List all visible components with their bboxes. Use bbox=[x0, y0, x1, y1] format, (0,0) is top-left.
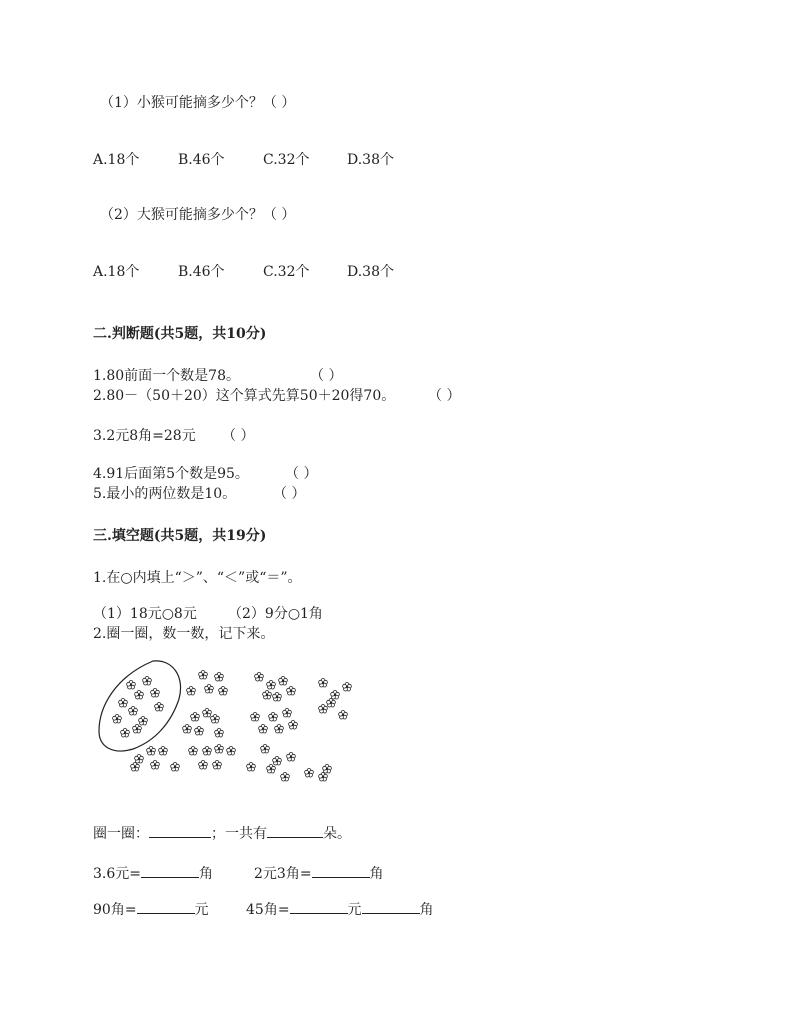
fill-q3-line-2 bbox=[93, 899, 209, 919]
circle-blank[interactable] bbox=[149, 823, 211, 838]
conv-d-blank-2[interactable] bbox=[362, 899, 420, 914]
q2-option-d: D.38个 bbox=[347, 264, 394, 280]
flower-icon bbox=[191, 713, 200, 722]
section2-heading: 二.判断题(共5题，共10分) bbox=[93, 326, 267, 342]
q1-option-c: C.32个 bbox=[263, 152, 310, 168]
flower-icon bbox=[189, 747, 198, 756]
q2-option-c: C.32个 bbox=[263, 264, 310, 280]
flower-icon bbox=[199, 761, 208, 770]
flower-icon bbox=[279, 677, 288, 686]
flower-icon bbox=[171, 763, 180, 772]
judge-item-1: 1.80前面一个数是78。 bbox=[93, 368, 240, 384]
flower-icon bbox=[281, 773, 290, 782]
q1-option-b: B.46个 bbox=[178, 152, 225, 168]
flower-icon bbox=[259, 725, 268, 734]
flower-icon bbox=[187, 687, 196, 696]
judge-item-3: 3.2元8角=28元 bbox=[93, 428, 196, 444]
fill-q1-part2: （2）9分○1角 bbox=[228, 606, 323, 622]
judge-item-2: 2.80－（50＋20）这个算式先算50＋20得70。 bbox=[93, 388, 396, 404]
conv-a-label: 3.6元= bbox=[93, 866, 141, 882]
flower-icon bbox=[159, 747, 168, 756]
flower-icon bbox=[155, 703, 164, 712]
fill-q2-prompt: 2.圈一圈，数一数，记下来。 bbox=[93, 626, 275, 642]
conv-c-blank[interactable] bbox=[137, 899, 195, 914]
judge-item-4: 4.91后面第5个数是95。 bbox=[93, 466, 249, 482]
total-unit: 朵。 bbox=[323, 826, 351, 842]
flower-icon bbox=[215, 745, 224, 754]
circle-label: 圈一圈： bbox=[93, 826, 149, 842]
fill-q2-answer-line bbox=[93, 823, 351, 843]
flower-icon bbox=[251, 713, 260, 722]
conv-d-blank-1[interactable] bbox=[290, 899, 348, 914]
flower-cluster-picture bbox=[95, 655, 370, 790]
flower-icon bbox=[213, 761, 222, 770]
conv-a-blank[interactable] bbox=[141, 863, 199, 878]
flower-icon bbox=[143, 677, 152, 686]
flower-icon bbox=[339, 711, 348, 720]
q1-prompt: （1）小猴可能摘多少个？（ ） bbox=[100, 95, 296, 111]
total-blank[interactable] bbox=[267, 823, 323, 838]
flower-icon bbox=[127, 681, 136, 690]
flower-icon bbox=[199, 671, 208, 680]
conv-d-unit-1: 元 bbox=[347, 902, 362, 918]
conv-d-label: 45角= bbox=[246, 902, 290, 918]
flower-icon bbox=[289, 721, 298, 730]
flower-icon bbox=[227, 747, 236, 756]
flower-icon bbox=[147, 747, 156, 756]
conv-b-label: 2元3角= bbox=[254, 866, 312, 882]
judge-bracket-3[interactable]: （ ） bbox=[222, 428, 255, 444]
flower-icon bbox=[215, 729, 224, 738]
q2-option-a: A.18个 bbox=[93, 264, 140, 280]
circled-group-outline bbox=[99, 661, 181, 751]
conv-d-unit-2: 角 bbox=[419, 902, 434, 918]
q1-option-a: A.18个 bbox=[93, 152, 140, 168]
flower-icon bbox=[203, 747, 212, 756]
flower-icon bbox=[119, 699, 128, 708]
flower-icon bbox=[135, 691, 144, 700]
judge-bracket-5[interactable]: （ ） bbox=[273, 486, 306, 502]
fill-q1-part1: （1）18元○8元 bbox=[93, 606, 197, 622]
fill-q3-line-1b bbox=[254, 863, 384, 883]
conv-a-unit: 角 bbox=[199, 866, 213, 882]
flower-icon bbox=[205, 685, 214, 694]
flower-icon bbox=[255, 673, 264, 682]
flower-icon bbox=[139, 717, 148, 726]
flower-icon bbox=[269, 713, 278, 722]
fill-q3-line-1 bbox=[93, 863, 213, 883]
flower-icon bbox=[129, 707, 138, 716]
flower-icon bbox=[287, 687, 296, 696]
judge-bracket-1[interactable]: （ ） bbox=[310, 368, 343, 384]
flower-icon bbox=[319, 705, 328, 714]
q2-option-b: B.46个 bbox=[178, 264, 225, 280]
flower-icon bbox=[131, 763, 140, 772]
fill-q1-prompt: 1.在○内填上“＞”、“＜”或“＝”。 bbox=[93, 570, 302, 586]
flower-icon bbox=[151, 761, 160, 770]
flower-icon bbox=[273, 757, 282, 766]
flower-icon bbox=[121, 729, 130, 738]
conv-c-label: 90角= bbox=[93, 902, 137, 918]
section3-heading: 三.填空题(共5题，共19分) bbox=[93, 528, 267, 544]
flower-icon bbox=[273, 693, 282, 702]
flower-icon bbox=[113, 715, 122, 724]
flower-icon bbox=[305, 769, 314, 778]
flower-icon bbox=[275, 725, 284, 734]
fill-q3-line-2b bbox=[246, 899, 434, 919]
conv-b-blank[interactable] bbox=[312, 863, 370, 878]
flower-icon bbox=[283, 709, 292, 718]
flower-icon bbox=[319, 679, 328, 688]
flower-icon bbox=[261, 745, 270, 754]
flower-icon bbox=[195, 727, 204, 736]
flower-icon bbox=[215, 673, 224, 682]
flower-icon bbox=[219, 687, 228, 696]
flower-icon bbox=[319, 773, 328, 782]
judge-bracket-4[interactable]: （ ） bbox=[285, 466, 318, 482]
flower-icon bbox=[323, 765, 332, 774]
flower-icon bbox=[267, 765, 276, 774]
flower-icon bbox=[263, 691, 272, 700]
flower-icon bbox=[151, 689, 160, 698]
flower-icon bbox=[183, 725, 192, 734]
judge-bracket-2[interactable]: （ ） bbox=[428, 388, 461, 404]
q1-option-d: D.38个 bbox=[347, 152, 394, 168]
q2-prompt: （2）大猴可能摘多少个？（ ） bbox=[100, 207, 296, 223]
flower-icon bbox=[135, 755, 144, 764]
flower-icon bbox=[343, 683, 352, 692]
flower-icon bbox=[267, 681, 276, 690]
flower-icon bbox=[247, 763, 256, 772]
judge-item-5: 5.最小的两位数是10。 bbox=[93, 486, 237, 502]
flower-icon bbox=[211, 715, 220, 724]
total-label: ；一共有 bbox=[211, 826, 267, 842]
conv-c-unit: 元 bbox=[194, 902, 209, 918]
conv-b-unit: 角 bbox=[369, 866, 384, 882]
flower-icon bbox=[331, 691, 340, 700]
flower-icon bbox=[133, 725, 142, 734]
flower-layer bbox=[113, 671, 352, 782]
flower-icon bbox=[327, 699, 336, 708]
flower-icon bbox=[203, 709, 212, 718]
flower-icon bbox=[287, 753, 296, 762]
